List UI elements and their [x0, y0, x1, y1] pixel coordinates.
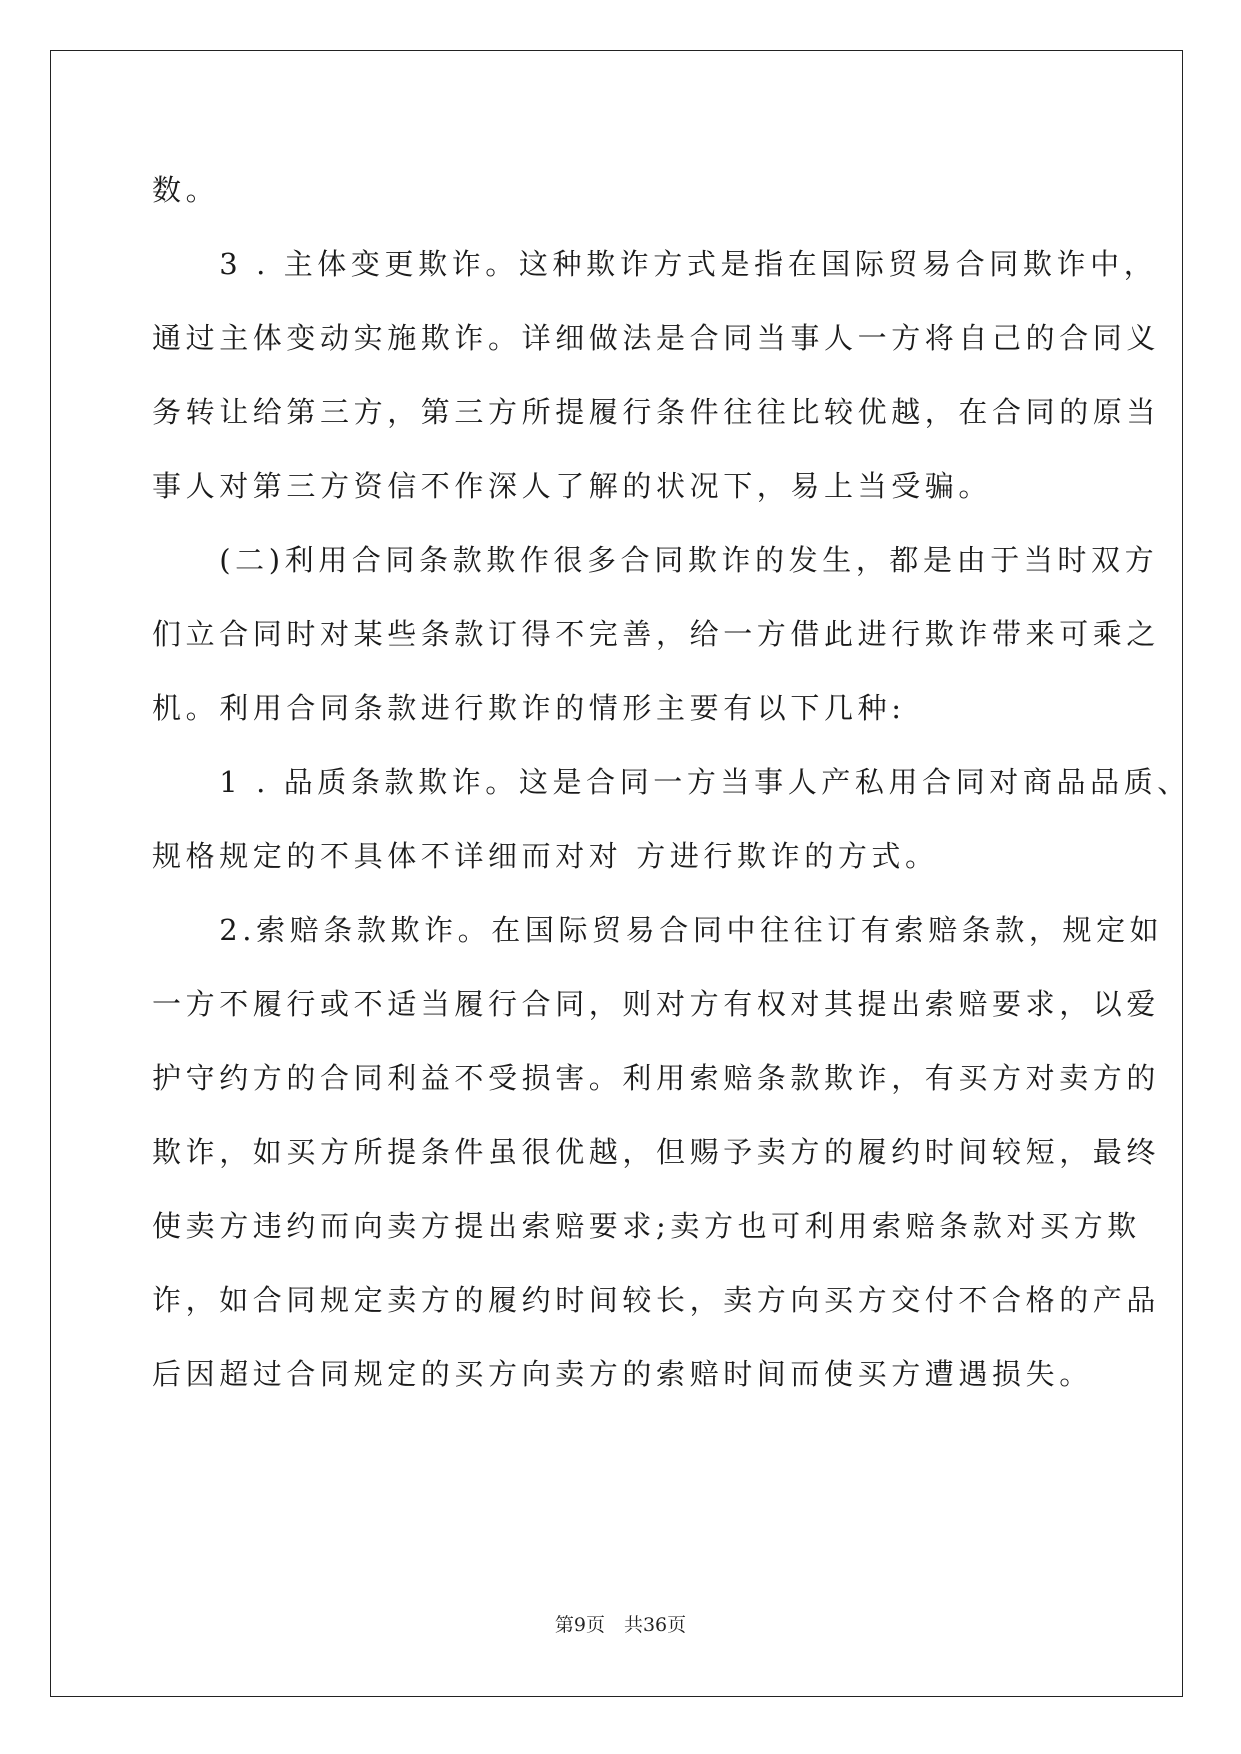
text-line: 事人对第三方资信不作深人了解的状况下，易上当受骗。	[152, 469, 993, 503]
text-line: 2.索赔条款欺诈。在国际贸易合同中往往订有索赔条款，规定如	[152, 913, 1164, 947]
text-line: 们立合同时对某些条款订得不完善，给一方借此进行欺诈带来可乘之	[152, 617, 1161, 651]
text-line: 3 . 主体变更欺诈。这种欺诈方式是指在国际贸易合同欺诈中，	[152, 247, 1158, 281]
page-border	[50, 50, 1183, 1697]
text-line: 诈，如合同规定卖方的履约时间较长，卖方向买方交付不合格的产品	[152, 1283, 1161, 1317]
text-line: (二)利用合同条款欺作很多合同欺诈的发生，都是由于当时双方	[152, 543, 1159, 577]
text-line: 1 . 品质条款欺诈。这是合同一方当事人产私用合同对商品品质、	[152, 765, 1191, 799]
text-line: 数。	[152, 173, 220, 207]
text-line: 通过主体变动实施欺诈。详细做法是合同当事人一方将自己的合同义	[152, 321, 1161, 355]
text-line: 后因超过合同规定的买方向卖方的索赔时间而使买方遭遇损失。	[152, 1357, 1093, 1391]
text-line: 使卖方违约而向卖方提出索赔要求;卖方也可利用索赔条款对买方欺	[152, 1209, 1141, 1243]
text-line: 一方不履行或不适当履行合同，则对方有权对其提出索赔要求，以爱	[152, 987, 1161, 1021]
text-line: 欺诈，如买方所提条件虽很优越，但赐予卖方的履约时间较短，最终	[152, 1135, 1161, 1169]
text-line: 规格规定的不具体不详细而对对 方进行欺诈的方式。	[152, 839, 939, 873]
text-line: 护守约方的合同利益不受损害。利用索赔条款欺诈，有买方对卖方的	[152, 1061, 1161, 1095]
text-line: 机。利用合同条款进行欺诈的情形主要有以下几种:	[152, 691, 906, 725]
text-line: 务转让给第三方，第三方所提履行条件往往比较优越，在合同的原当	[152, 395, 1161, 429]
page-number-footer: 第9页 共36页	[554, 1614, 687, 1636]
